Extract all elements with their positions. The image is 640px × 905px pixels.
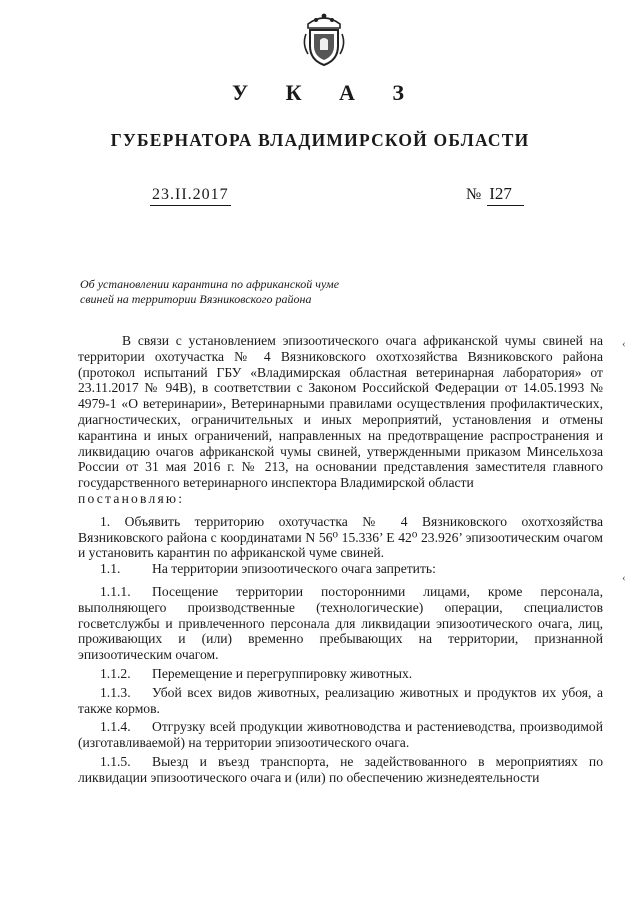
scan-mark: ‹ bbox=[622, 338, 626, 350]
caption-line-2: свиней на территории Вязниковского района bbox=[80, 292, 312, 306]
item-1-1-1-number: 1.1.1. bbox=[100, 583, 131, 599]
item-1-1-5 bbox=[78, 754, 603, 786]
intro-paragraph: В связи с установлением эпизоотического очага африканской чумы свиней на территории охотучастка № 4 Вязниковского охотхозяйства Вязниковского района (протокол испытаний ГБУ «Владимирская областная ветеринарная лаборатория» от 23.11.2017 № 94В), в соответствии с Законом Российской Федерации от 14.05.1993 № 4979-1 «О ветеринарии», Ветеринарными правилами осуществления профилактических, диагностических, ограничительных и иных мероприятий, установления и отмены карантина и иных ограничений, направленных на предотвращение распространения и ликвидацию очагов африканской чумы свиней, утвержденными приказом Минсельхоза России от 31 мая 2016 г. № 213, на основании представления заместителя главного государственного ветеринарного инспектора Владимирской области bbox=[78, 333, 603, 491]
number-value: I27 bbox=[487, 184, 524, 206]
scan-mark: ‹ bbox=[622, 572, 626, 584]
item-1-1-5-number: 1.1.5. bbox=[100, 753, 131, 769]
coat-of-arms-icon bbox=[300, 10, 348, 68]
item-1-1-3 bbox=[78, 685, 603, 717]
item-1-1-2 bbox=[78, 666, 603, 682]
item-1-1-number: 1.1. bbox=[100, 561, 121, 577]
item-1-1-3-text: Убой всех видов животных, реализацию животных и продуктов их убоя, а также кормов. bbox=[78, 684, 603, 716]
number-sign: № bbox=[466, 186, 482, 203]
document-body bbox=[78, 333, 603, 786]
caption-line-1: Об установлении карантина по африканской чуме bbox=[80, 277, 340, 291]
item-1-1-1-text: Посещение территории посторонними лицами, кроме персонала, выполняющего производственные (технологические) операции, специалистов госветслужбы и привлеченного персонала для ликвидации эпизоотического очага, лиц, проживающих и (или) временно пребывающих на территории, признанной эпизоотическим очагом. bbox=[78, 583, 603, 663]
decree-word: постановляю: bbox=[78, 490, 185, 506]
item-1-1-text: На территории эпизоотического очага запретить: bbox=[152, 561, 436, 577]
item-1: 1. Объявить территорию охотучастка № 4 Вязниковского охотхозяйства Вязниковского района с координатами N 56⁰ 15.336’ E 42⁰ 23.926’ эпизоотическим очагом и установить карантин по африканской чуме свиней. bbox=[78, 513, 603, 561]
document-number bbox=[466, 184, 524, 206]
item-1-1-4-text: Отгрузку всей продукции животноводства и растениеводства, производимой (изготавливаемой) на территории эпизоотического очага. bbox=[78, 719, 603, 751]
item-1-1-2-number: 1.1.2. bbox=[100, 665, 131, 681]
document-subtitle: ГУБЕРНАТОРА ВЛАДИМИРСКОЙ ОБЛАСТИ bbox=[110, 130, 530, 150]
item-1-1-4 bbox=[78, 719, 603, 751]
item-1-1-2-text: Перемещение и перегруппировку животных. bbox=[152, 665, 413, 681]
document-date: 23.II.2017 bbox=[150, 186, 231, 206]
item-1-1-3-number: 1.1.3. bbox=[100, 684, 131, 700]
item-1-1-4-number: 1.1.4. bbox=[100, 719, 131, 735]
item-1-1-5-text: Выезд и въезд транспорта, не задействованного в мероприятиях по ликвидации эпизоотического очага и (или) по обеспечению жизнедеятельности bbox=[78, 753, 603, 785]
document-title: У К А З bbox=[231, 80, 421, 105]
item-1-1-1 bbox=[78, 584, 603, 663]
document-caption bbox=[80, 277, 380, 307]
item-1-1 bbox=[78, 561, 603, 577]
